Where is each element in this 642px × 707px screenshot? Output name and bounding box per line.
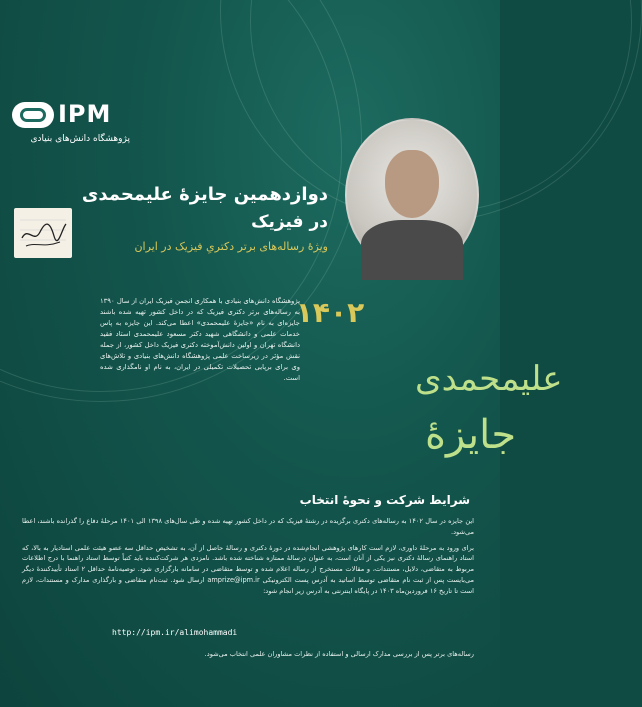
conditions-paragraph-2: برای ورود به مرحلهٔ داوری، لازم است کارهای پژوهشی انجام‌شده در دورهٔ دکتری و رسالهٔ حاصل از آن، به تشخیص حداقل سه عضو هیئت علمی استادیار به بالا، که استاد راهنمای رسالهٔ دکتری نیز یکی از آنان است، به عنوان درسالهٔ ممتازه شناخته شده باشد. نامزدی هر شرکت‌کننده باید کتباً توسط استاد راهنما با درج اطلاعات مربوط به متقاضی، دلایل، مستندات، و مقالات مستخرج از رساله اعلام شده و توسط متقاضی در سامانه بارگزاری شود. توصیه‌نامهٔ حداقل ۲ استاد تأییدکنندهٔ دیگر می‌بایست پس از ثبت نام متقاضی توسط اساتید به آدرس پست الکترونیکی amprize@ipm.ir ارسال شود. ثبت‌نام متقاضی و بارگذاری مدارک و مستندات، لازم است تا تاریخ ۱۶ فروردین‌ماه ۱۴۰۳ در پایگاه اینترنتی به آدرس زیر انجام شود:: [22, 543, 475, 595]
conditions-paragraph-1: این جایزه در سال ۱۴۰۲ به رساله‌های دکتری برگزیده در رشتهٔ فیزیک که در داخل کشور تهیه شده و طی سال‌های ۱۳۹۸ الی ۱۴۰۱ مرحلهٔ دفاع را گذرانده باشند، اعطا می‌شود.: [22, 517, 475, 536]
calligraphy-line-1: علیمحمدی: [415, 359, 563, 399]
portrait-photo: [345, 118, 479, 272]
portrait-face: [385, 150, 439, 218]
signature-icon: [14, 208, 72, 258]
logo-subtitle: پژوهشگاه دانش‌های بنیادی: [30, 134, 130, 144]
conditions-title: شرایط شرکت و نحوهٔ انتخاب: [299, 493, 470, 507]
conditions-footnote: رساله‌های برتر پس از بررسی مدارک ارسالی و استفاده از نظرات مشاوران علمی انتخاب می‌شود.: [204, 650, 474, 658]
award-title: دوازدهمین جایزهٔ علیمحمدی: [81, 184, 328, 205]
calligraphy-emblem: [285, 330, 563, 490]
award-subtitle: ویژهٔ رساله‌های برتر دکتریِ فیزیک در ایران: [134, 240, 328, 253]
award-field: در فیزیک: [251, 212, 328, 232]
portrait-shirt: [361, 220, 463, 280]
intro-paragraph: پژوهشگاه دانش‌های بنیادی با همکاری انجمن فیزیک ایران از سال ۱۳۹۰ به رساله‌های برتر دکتری فیزیک که در داخل کشور تهیه شده باشند جایزه‌ای به نام «جایزهٔ علیمحمدی» اعطا می‌کند. این جایزه به پاس خدمات علمی و دانشگاهی شهید دکتر مسعود علیمحمدی استاد فقید دانشگاه تهران و اولین دانش‌آموخته دکتری فیزیک داخل کشور، از جمله نقش مؤثر در زیرساخت علمی پژوهشگاه دانش‌های بنیادی و تلاش‌های وی برای برپایی تحصیلات تکمیلی در ایران، به نام او نامگذاری شده است.: [100, 297, 300, 382]
calligraphy-line-2: جایزهٔ: [425, 412, 517, 458]
ipm-logo-icon: [12, 102, 54, 128]
registration-link[interactable]: http://ipm.ir/alimohammadi: [112, 628, 238, 637]
award-year: ۱۴۰۲: [295, 296, 365, 329]
signature-image: [14, 208, 72, 258]
ipm-logo: [12, 100, 130, 150]
conditions-body: [22, 516, 474, 602]
logo-brand: IPM: [58, 100, 112, 128]
